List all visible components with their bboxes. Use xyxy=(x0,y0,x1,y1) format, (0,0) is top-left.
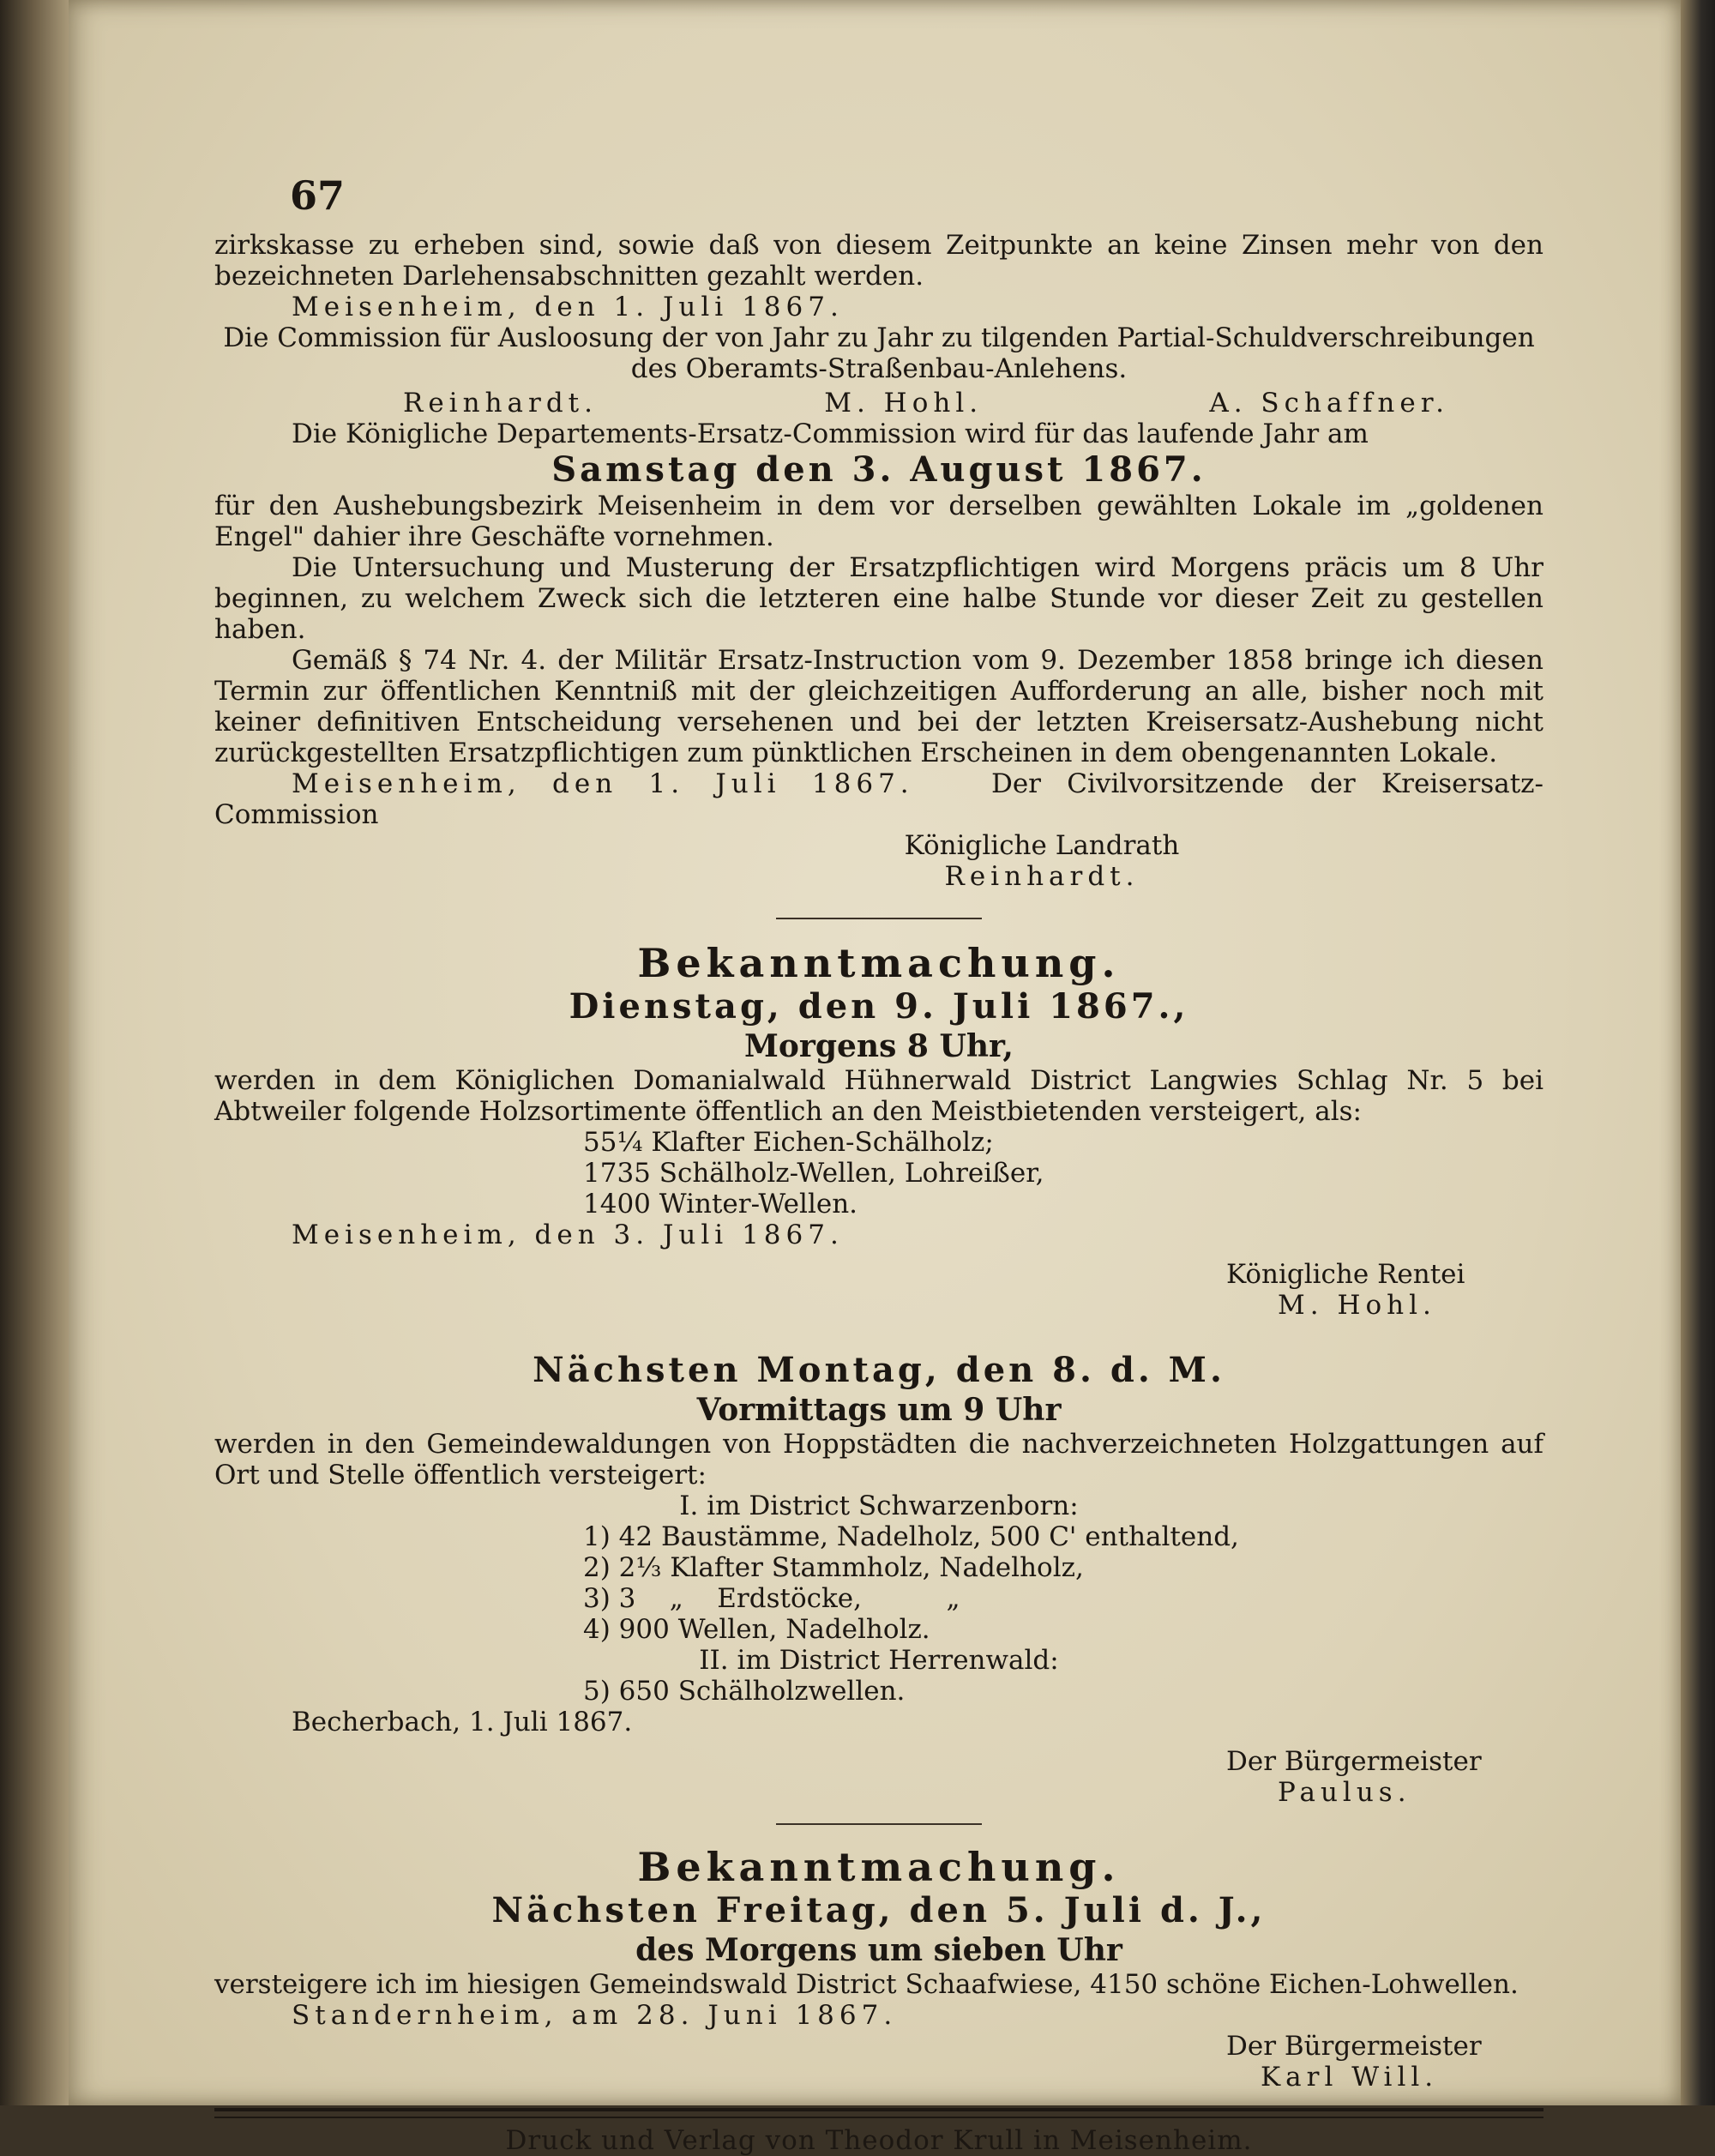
notice-heading: Bekanntmachung. xyxy=(637,940,1121,986)
page-content xyxy=(214,172,1544,2156)
dateline xyxy=(214,768,1544,830)
notice-heading: Bekanntmachung. xyxy=(637,1844,1121,1890)
notice-recruitment-commission xyxy=(214,419,1544,892)
notice-heading: Nächsten Montag, den 8. d. M. xyxy=(533,1350,1225,1390)
signature-title: Der Civilvorsitzende der Kreisersatz-Commission xyxy=(214,768,1544,830)
list-item: 1735 Schälholz-Wellen, Lohreißer, xyxy=(583,1158,1044,1189)
district-heading: II. im District Herrenwald: xyxy=(699,1645,1059,1676)
notice-timber-auction-hoppstaedten xyxy=(214,1350,1544,1808)
signatory: M. Hohl. xyxy=(824,388,984,419)
auction-time: Vormittags um 9 Uhr xyxy=(696,1392,1062,1428)
auction-date: Dienstag, den 9. Juli 1867., xyxy=(569,986,1189,1027)
dateline: Becherbach, 1. Juli 1867. xyxy=(292,1707,633,1737)
divider xyxy=(776,1823,982,1825)
list-item: 1) 42 Baustämme, Nadelholz, 500 C' enthaltend, xyxy=(583,1521,1239,1552)
dateline-text: Meisenheim, den 1. Juli 1867. xyxy=(292,768,914,799)
signatories xyxy=(214,388,1544,419)
list-item: 3) 3 „ Erdstöcke, „ xyxy=(583,1583,960,1614)
signature-name: Karl Will. xyxy=(1261,2062,1439,2093)
list-item: 4) 900 Wellen, Nadelholz. xyxy=(583,1614,930,1645)
notice-body: für den Aushebungsbezirk Meisenheim in dem vor derselben gewählten Lokale im „goldenen Engel" dahier ihre Geschäfte vornehmen. xyxy=(214,491,1544,552)
date-heading: Samstag den 3. August 1867. xyxy=(551,449,1207,490)
signatory: A. Schaffner. xyxy=(1209,388,1449,419)
signatory: Reinhardt. xyxy=(403,388,598,419)
timber-list xyxy=(214,1521,1544,1645)
notice-intro: Die Königliche Departements-Ersatz-Commission wird für das laufende Jahr am xyxy=(292,419,1369,449)
notice-body: werden in dem Königlichen Domanialwald Hühnerwald District Langwies Schlag Nr. 5 bei Abtweiler folgende Holzsortimente öffentlich an den Meistbietenden versteigert, als: xyxy=(214,1065,1544,1127)
notice-body: Die Untersuchung und Musterung der Ersatzpflichtigen wird Morgens präcis um 8 Uhr beginnen, zu welchem Zweck sich die letzteren eine halbe Stunde vor dieser Zeit zu gestellen haben. xyxy=(214,552,1544,645)
list-item: 55¼ Klafter Eichen-Schälholz; xyxy=(583,1127,994,1158)
signature-name: Reinhardt. xyxy=(944,861,1140,892)
imprint-footer: Druck und Verlag von Theodor Krull in Meisenheim. xyxy=(505,2125,1253,2156)
list-item: 2) 2⅓ Klafter Stammholz, Nadelholz, xyxy=(583,1552,1084,1583)
signature-title: Königliche Landrath xyxy=(904,830,1180,861)
commission-text: Die Commission für Ausloosung der von Jahr zu Jahr zu tilgenden Partial-Schuldverschreibungen des Oberamts-Straßenbau-Anlehens. xyxy=(223,322,1535,384)
dateline: Meisenheim, den 1. Juli 1867. xyxy=(292,292,844,322)
notice-bond-redemption xyxy=(214,230,1544,419)
timber-list xyxy=(214,1676,1544,1707)
notice-text: zirkskasse zu erheben sind, sowie daß von diesem Zeitpunkte an keine Zinsen mehr von den bezeichneten Darlehensabschnitten gezahlt werden. xyxy=(214,230,1544,292)
dateline: Standernheim, am 28. Juni 1867. xyxy=(292,2000,898,2031)
divider xyxy=(776,918,982,919)
signature-name: Paulus. xyxy=(1278,1777,1411,1808)
notice-body: werden in den Gemeindewaldungen von Hoppstädten die nachverzeichneten Holzgattungen auf Ort und Stelle öffentlich versteigert: xyxy=(214,1429,1544,1491)
notice-oak-bark-auction xyxy=(214,1844,1544,2093)
notice-timber-auction-hühnerwald xyxy=(214,940,1544,1321)
footer-rule xyxy=(214,2108,1544,2118)
book-gutter xyxy=(0,0,77,2105)
auction-date: Nächsten Freitag, den 5. Juli d. J., xyxy=(491,1890,1267,1930)
list-item: 1400 Winter-Wellen. xyxy=(583,1189,858,1220)
auction-time: des Morgens um sieben Uhr xyxy=(635,1932,1122,1968)
page-edge xyxy=(1681,0,1715,2105)
signature-title: Der Bürgermeister xyxy=(1226,1746,1482,1777)
notice-body: Gemäß § 74 Nr. 4. der Militär Ersatz-Instruction vom 9. Dezember 1858 bringe ich diesen Termin zur öffentlichen Kenntniß mit der gleichzeitigen Aufforderung an alle, bisher noch mit keiner definitiven Entscheidung versehenen und bei der letzten Kreisersatz-Aushebung nicht zurückgestellten Ersatzpflichtigen zum pünktlichen Erscheinen in dem obengenannten Lokale. xyxy=(214,645,1544,768)
auction-time: Morgens 8 Uhr, xyxy=(744,1028,1014,1064)
signature-title: Königliche Rentei xyxy=(1226,1259,1465,1290)
dateline: Meisenheim, den 3. Juli 1867. xyxy=(292,1220,844,1250)
timber-list xyxy=(214,1127,1544,1220)
signature-title: Der Bürgermeister xyxy=(1226,2031,1482,2062)
district-heading: I. im District Schwarzenborn: xyxy=(679,1491,1079,1521)
notice-body: versteigere ich im hiesigen Gemeindswald District Schaafwiese, 4150 schöne Eichen-Lohwellen. xyxy=(214,1969,1519,2000)
list-item: 5) 650 Schälholzwellen. xyxy=(583,1676,906,1707)
page-number: 67 xyxy=(290,172,346,219)
signature-name: M. Hohl. xyxy=(1278,1290,1436,1321)
